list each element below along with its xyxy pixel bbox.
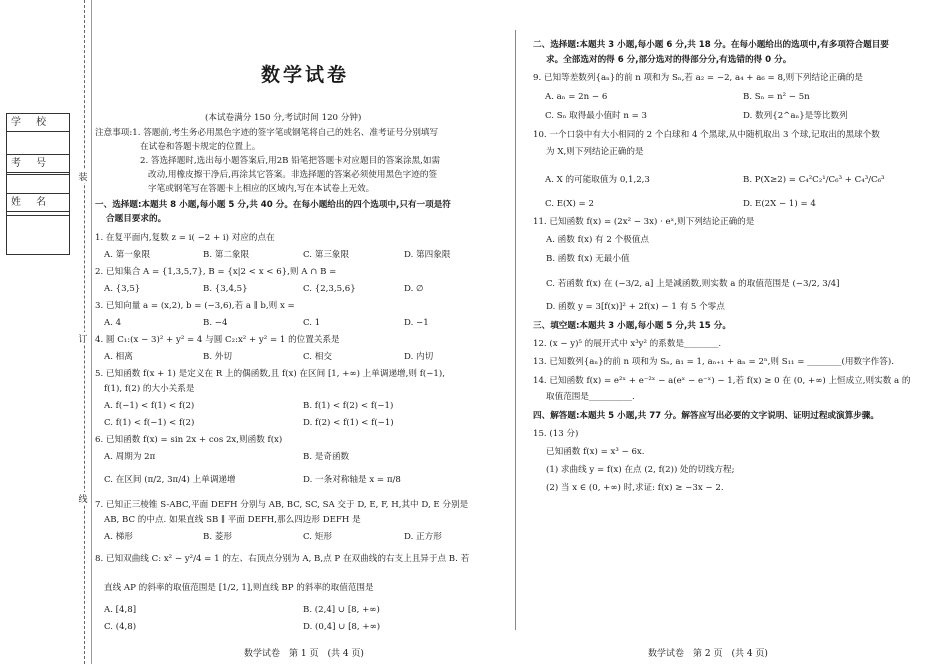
q10-option-a[interactable]: A. X 的可能取值为 0,1,2,3 bbox=[545, 175, 650, 185]
q8-stem-2: 直线 AP 的斜率的取值范围是 [1/2, 1],则直线 BP 的斜率的取值范围是 bbox=[104, 583, 374, 593]
q8-option-a[interactable]: A. [4,8] bbox=[104, 605, 137, 615]
section3-heading: 三、填空题:本题共 3 小题,每小题 5 分,共 15 分。 bbox=[533, 321, 731, 331]
binding-solid-line bbox=[91, 0, 92, 664]
q5-option-d[interactable]: D. f(2) < f(1) < f(−1) bbox=[303, 418, 394, 428]
q1-option-a[interactable]: A. 第一象限 bbox=[104, 250, 151, 260]
q4-option-d[interactable]: D. 内切 bbox=[404, 352, 434, 362]
q10-option-c[interactable]: C. E(X) = 2 bbox=[545, 199, 594, 209]
q11-option-b[interactable]: B. 函数 f(x) 无最小值 bbox=[546, 254, 630, 264]
q5-option-c[interactable]: C. f(1) < f(−1) < f(2) bbox=[104, 418, 195, 428]
section1-heading: 一、选择题:本题共 8 小题,每小题 5 分,共 40 分。在每小题给出的四个选项中,只有一项是符 bbox=[95, 200, 451, 210]
q7-stem-2: AB, BC 的中点. 如果直线 SB ∥ 平面 DEFH,那么四边形 DEFH 是 bbox=[104, 515, 361, 525]
q8-stem-1: 8. 已知双曲线 C: x² − y²/4 = 1 的左、右顶点分别为 A, B,点 P 在双曲线的右支上且异于点 B. 若 bbox=[95, 554, 470, 564]
q4-option-a[interactable]: A. 相离 bbox=[104, 352, 133, 362]
q3-option-d[interactable]: D. −1 bbox=[404, 318, 429, 328]
name-box[interactable] bbox=[6, 193, 70, 255]
q2-option-c[interactable]: C. {2,3,5,6} bbox=[303, 284, 356, 294]
q3-stem: 3. 已知向量 a = (x,2), b = (−3,6),若 a ∥ b,则 x = bbox=[95, 301, 295, 311]
q9-option-a[interactable]: A. aₙ = 2n − 6 bbox=[545, 92, 608, 102]
binding-char-2: 订 bbox=[75, 332, 91, 345]
notes-line-3: 2. 答选择题时,选出每小题答案后,用2B 铅笔把答题卡对应题目的答案涂黑,如需 bbox=[140, 156, 441, 166]
q2-option-b[interactable]: B. {3,4,5} bbox=[203, 284, 248, 294]
school-label: 学 校 bbox=[7, 114, 69, 132]
page2-footer: 数学试卷 第 2 页 (共 4 页) bbox=[648, 649, 768, 659]
q1-option-b[interactable]: B. 第二象限 bbox=[203, 250, 250, 260]
q10-option-d[interactable]: D. E(2X − 1) = 4 bbox=[743, 199, 816, 209]
q5-option-a[interactable]: A. f(−1) < f(1) < f(2) bbox=[104, 401, 195, 411]
q9-option-c[interactable]: C. Sₙ 取得最小值时 n = 3 bbox=[545, 111, 648, 121]
q7-option-b[interactable]: B. 菱形 bbox=[203, 532, 232, 542]
q11-stem: 11. 已知函数 f(x) = (2x² − 3x) · eˣ,则下列结论正确的是 bbox=[533, 217, 755, 227]
binding-char-1: 装 bbox=[75, 170, 91, 183]
q11-option-a[interactable]: A. 函数 f(x) 有 2 个极值点 bbox=[546, 235, 649, 245]
binding-char-3: 线 bbox=[75, 492, 91, 505]
name-label: 姓 名 bbox=[7, 194, 69, 212]
q1-stem: 1. 在复平面内,复数 z = i( −2 + i) 对应的点在 bbox=[95, 233, 275, 243]
q6-option-a[interactable]: A. 周期为 2π bbox=[104, 452, 156, 462]
q3-option-c[interactable]: C. 1 bbox=[303, 318, 321, 328]
section1-heading-2: 合题目要求的。 bbox=[106, 214, 167, 224]
q2-stem: 2. 已知集合 A = {1,3,5,7}, B = {x|2 < x < 6},则 A ∩ B = bbox=[95, 267, 337, 277]
section2-heading-2: 求。全部选对的得 6 分,部分选对的得部分分,有选错的得 0 分。 bbox=[546, 55, 792, 65]
q15-stem: 已知函数 f(x) = x³ − 6x. bbox=[546, 447, 645, 457]
q3-option-b[interactable]: B. −4 bbox=[203, 318, 228, 328]
q4-option-c[interactable]: C. 相交 bbox=[303, 352, 332, 362]
q7-option-a[interactable]: A. 梯形 bbox=[104, 532, 133, 542]
notes-line-4: 改动,用橡皮擦干净后,再涂其它答案。非选择题的答案必须使用黑色字迹的签 bbox=[148, 170, 438, 180]
q6-stem: 6. 已知函数 f(x) = sin 2x + cos 2x,则函数 f(x) bbox=[95, 435, 283, 445]
q4-stem: 4. 圆 C₁:(x − 3)² + y² = 4 与圆 C₂:x² + y² = 1 的位置关系是 bbox=[95, 335, 340, 345]
q9-option-b[interactable]: B. Sₙ = n² − 5n bbox=[743, 92, 810, 102]
q2-option-a[interactable]: A. {3,5} bbox=[104, 284, 141, 294]
q7-stem-1: 7. 已知正三棱锥 S-ABC,平面 DEFH 分别与 AB, BC, SC, SA 交于 D, E, F, H,其中 D, E 分别是 bbox=[95, 500, 469, 510]
q14-stem-1: 14. 已知函数 f(x) = e²ˣ + e⁻²ˣ − a(eˣ − e⁻ˣ) − 1,若 f(x) ≥ 0 在 (0, +∞) 上恒成立,则实数 a 的 bbox=[533, 376, 911, 386]
q5-stem-2: f(1), f(2) 的大小关系是 bbox=[104, 384, 195, 394]
q11-option-c[interactable]: C. 若函数 f(x) 在 (−3/2, a] 上是减函数,则实数 a 的取值范围是 (−3/2, 3/4] bbox=[546, 279, 840, 289]
q6-option-b[interactable]: B. 是奇函数 bbox=[303, 452, 350, 462]
q13-stem: 13. 已知数列{aₙ}的前 n 项和为 Sₙ, a₁ = 1, aₙ₊₁ + aₙ = 2ⁿ,则 S₁₁ = ________(用数字作答). bbox=[533, 357, 894, 367]
q10-option-b[interactable]: B. P(X≥2) = C₄²C₂¹/C₆³ + C₄³/C₆³ bbox=[743, 175, 885, 185]
q10-stem-2: 为 X,则下列结论正确的是 bbox=[546, 147, 644, 157]
exam-subtitle: (本试卷满分 150 分,考试时间 120 分钟) bbox=[205, 113, 362, 123]
notes-line-2: 在试卷和答题卡规定的位置上。 bbox=[140, 142, 261, 152]
page-divider bbox=[515, 30, 516, 630]
q2-option-d[interactable]: D. ∅ bbox=[404, 284, 424, 294]
q8-option-c[interactable]: C. (4,8) bbox=[104, 622, 137, 632]
q4-option-b[interactable]: B. 外切 bbox=[203, 352, 232, 362]
q5-option-b[interactable]: B. f(1) < f(2) < f(−1) bbox=[303, 401, 394, 411]
q9-stem: 9. 已知等差数列{aₙ}的前 n 项和为 Sₙ,若 a₂ = −2, a₄ + a₆ = 8,则下列结论正确的是 bbox=[533, 73, 864, 83]
notes-line-1: 注意事项:1. 答题前,考生务必用黑色字迹的签字笔或钢笔将自己的姓名、准考证号分别填写 bbox=[95, 128, 439, 138]
q12-stem: 12. (x − y)⁵ 的展开式中 x³y² 的系数是________. bbox=[533, 339, 722, 349]
q15-part2: (2) 当 x ∈ (0, +∞) 时,求证: f(x) ≥ −3x − 2. bbox=[546, 483, 724, 493]
q11-option-d[interactable]: D. 函数 y = 3[f(x)]² + 2f(x) − 1 有 5 个零点 bbox=[546, 302, 725, 312]
q1-option-d[interactable]: D. 第四象限 bbox=[404, 250, 451, 260]
section2-heading: 二、选择题:本题共 3 小题,每小题 6 分,共 18 分。在每小题给出的选项中,有多项符合题目要 bbox=[533, 40, 889, 50]
q8-option-d[interactable]: D. (0,4] ∪ [8, +∞) bbox=[303, 622, 381, 632]
section4-heading: 四、解答题:本题共 5 小题,共 77 分。解答应写出必要的文字说明、证明过程或演算步骤。 bbox=[533, 411, 879, 421]
q5-stem-1: 5. 已知函数 f(x + 1) 是定义在 R 上的偶函数,且 f(x) 在区间 [1, +∞) 上单调递增,则 f(−1), bbox=[95, 369, 445, 379]
q3-option-a[interactable]: A. 4 bbox=[104, 318, 122, 328]
q6-option-d[interactable]: D. 一条对称轴是 x = π/8 bbox=[303, 475, 401, 485]
page1-footer: 数学试卷 第 1 页 (共 4 页) bbox=[244, 649, 364, 659]
q8-option-b[interactable]: B. (2,4] ∪ [8, +∞) bbox=[303, 605, 380, 615]
q1-option-c[interactable]: C. 第三象限 bbox=[303, 250, 350, 260]
q7-option-d[interactable]: D. 正方形 bbox=[404, 532, 442, 542]
q14-stem-2: 取值范围是__________. bbox=[546, 392, 635, 402]
exam-number-label: 考 号 bbox=[7, 155, 69, 173]
notes-line-5: 字笔或钢笔写在答题卡上相应的区域内,写在本试卷上无效。 bbox=[148, 184, 375, 194]
q15-header: 15. (13 分) bbox=[533, 429, 579, 439]
q6-option-c[interactable]: C. 在区间 (π/2, 3π/4) 上单调递增 bbox=[104, 475, 236, 485]
q10-stem-1: 10. 一个口袋中有大小相同的 2 个白球和 4 个黑球,从中随机取出 3 个球,记取出的黑球个数 bbox=[533, 130, 880, 140]
page-title: 数学试卷 bbox=[260, 64, 349, 86]
q15-part1: (1) 求曲线 y = f(x) 在点 (2, f(2)) 处的切线方程; bbox=[546, 465, 735, 475]
q7-option-c[interactable]: C. 矩形 bbox=[303, 532, 332, 542]
q9-option-d[interactable]: D. 数列{2^aₙ}是等比数列 bbox=[743, 111, 848, 121]
